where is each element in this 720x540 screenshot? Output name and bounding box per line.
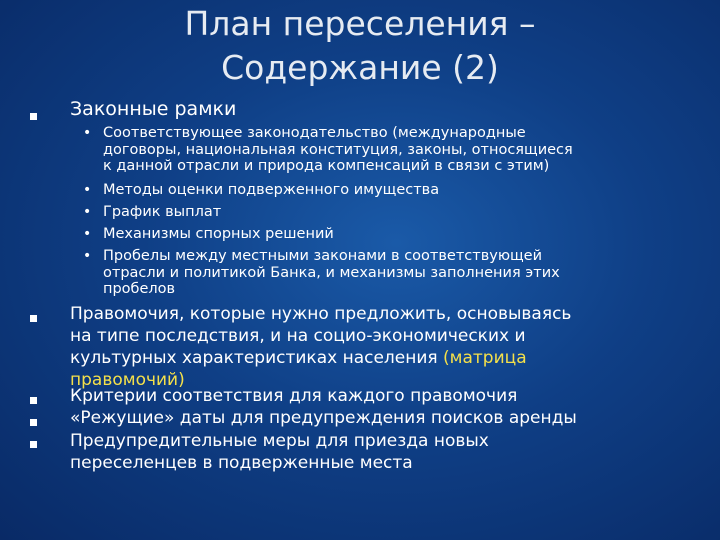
square-bullet-icon: [30, 441, 37, 448]
bullet-cutoff-dates: «Режущие» даты для предупреждения поисков аренды: [70, 408, 577, 428]
sub-bullet-line: отрасли и политикой Банка, и механизмы заполнения этих: [103, 264, 560, 281]
bullet-entitlements: [70, 303, 670, 391]
round-bullet-icon: •: [83, 204, 92, 220]
sub-bullet-line: к данной отрасли и природа компенсаций в связи с этим): [103, 158, 550, 174]
title-line-1: План переселения –: [184, 4, 536, 43]
square-bullet-icon: [30, 315, 37, 322]
bullet-line: [70, 347, 670, 369]
round-bullet-icon: •: [83, 226, 92, 242]
bullet-line: Правомочия, которые нужно предложить, основываясь: [70, 304, 572, 324]
bullet-legal-framework: Законные рамки: [70, 98, 237, 120]
round-bullet-icon: •: [83, 125, 92, 141]
bullet-text: культурных характеристиках населения: [70, 348, 438, 368]
bullet-line: переселенцев в подверженные места: [70, 453, 413, 473]
title-line-2: Содержание (2): [221, 48, 499, 87]
bullet-preventive-measures: [70, 430, 670, 474]
bullet-line: на типе последствия, и на социо-экономических и: [70, 326, 526, 346]
sub-bullet-valuation: Методы оценки подверженного имущества: [103, 182, 440, 198]
highlight-text: (матрица: [443, 348, 527, 368]
sub-bullet-dispute-mechanisms: Механизмы спорных решений: [103, 226, 334, 242]
bullet-line: Предупредительные меры для приезда новых: [70, 431, 489, 451]
round-bullet-icon: •: [83, 182, 92, 198]
square-bullet-icon: [30, 113, 37, 120]
highlight-text: правомочий): [70, 370, 185, 390]
sub-bullet-line: пробелов: [103, 281, 176, 297]
sub-bullet-line: Пробелы между местными законами в соответствующей: [103, 248, 543, 264]
slide-title: [60, 2, 660, 90]
round-bullet-icon: •: [83, 248, 92, 264]
square-bullet-icon: [30, 419, 37, 426]
sub-bullet-legislation: [103, 125, 683, 175]
sub-bullet-line: Соответствующее законодательство (международные: [103, 125, 526, 141]
sub-bullet-payment-schedule: График выплат: [103, 204, 222, 220]
sub-bullet-gaps: [103, 248, 683, 298]
square-bullet-icon: [30, 397, 37, 404]
sub-bullet-line: договоры, национальная конституция, законы, относящиеся: [103, 141, 573, 158]
bullet-eligibility-criteria: Критерии соответствия для каждого правомочия: [70, 386, 518, 406]
